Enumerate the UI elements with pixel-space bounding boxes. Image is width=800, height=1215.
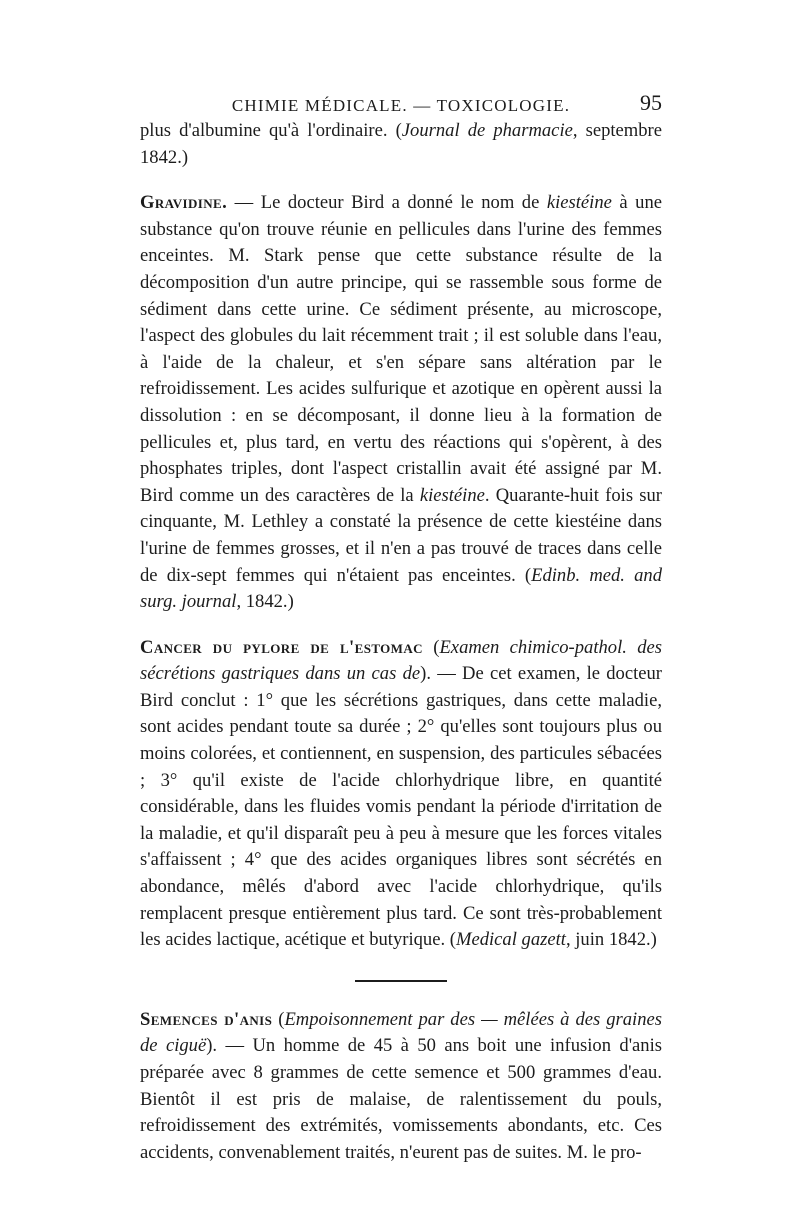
anis-subtitle: Empoisonnement par des — mêlées à des graines de ciguë [140, 1008, 663, 1057]
gravidine-date: , 1842.) [236, 591, 294, 613]
gravidine-paragraph [140, 190, 662, 616]
book-page [140, 88, 662, 1166]
section-divider [355, 980, 447, 982]
anis-body: Un homme de 45 à 50 ans boit une infusion d'anis préparée avec 8 grammes de cette semence et 500 grammes d'eau. Bientôt il est pris de malaise, de ralentissement du pouls, refroidissement des extrémités, vomissements abondants, etc. Ces accidents, convenablement traités, n'eurent pas de suites. M. le pro- [140, 1035, 663, 1163]
gravidine-term: kiestéine [546, 192, 612, 214]
page-number: 95 [640, 90, 662, 115]
cancer-body: De cet examen, le docteur Bird conclut : 1° que les sécrétions gastriques, dans cette maladie, sont acides pendant toute sa durée ; 2° qu'elles sont toujours plus ou moins colorées, et contiennent, en suspension, des particules sébacées ; 3° qu'il existe de l'acide chlorhydrique libre, en quantité considérable, dans les fluides vomis pendant la période d'irritation de la maladie, et qu'il disparaît peu à peu à mesure que les forces vitales s'affaissent ; 4° que des acides organiques libres sont sécrétés en abondance, mêlés d'abord avec l'acide chlorhydrique, qu'ils remplacent presque entièrement plus tard. Ce sont très-probablement les acides lactique, acétique et butyrique. ( [140, 663, 662, 951]
continuation-source: Journal de pharmacie [401, 120, 573, 141]
anis-paragraph [140, 1007, 662, 1167]
cancer-date: , juin 1842.) [565, 929, 657, 951]
gravidine-text-2: à une substance qu'on trouve réunie en pellicules dans l'urine des femmes enceintes. M. Stark pense que cette substance résulte de la décomposition d'un autre principe, qui se rassemble sous forme de sédiment dans cette urine. Ce sédiment présente, au microscope, l'aspect des globules du lait récemment trait ; il est soluble dans l'eau, à l'aide de la chaleur, et s'en sépare sans altération par le refroidissement. Les acides sulfurique et azotique en opèrent aussi la dissolution : en se décomposant, il donne lieu à la formation de pellicules et, plus tard, en vertu des réactions qui s'opèrent, à des phosphates triples, dont l'aspect cristallin avait été assigné par M. Bird comme un des caractères de la [140, 192, 662, 506]
continuation-date: , septembre 1842.) [140, 120, 662, 168]
cancer-subtitle-open: ( [422, 636, 440, 658]
cancer-source: Medical gazett [455, 929, 566, 951]
continuation-paragraph [140, 118, 662, 171]
anis-heading: Semences d'anis [140, 1008, 273, 1030]
gravidine-source: Edinb. med. and surg. journal [140, 564, 662, 613]
gravidine-heading: Gravidine. [140, 192, 228, 214]
gravidine-term-2: kiestéine [419, 484, 485, 506]
continuation-text: plus d'albumine qu'à l'ordinaire. ( [140, 120, 402, 141]
cancer-subtitle-close: ). — [420, 663, 463, 685]
running-header [140, 88, 662, 118]
cancer-heading: Cancer du pylore de l'estomac [140, 636, 423, 658]
gravidine-text-3: . Quarante-huit fois sur cinquante, M. Lethley a constaté la présence de cette kiestéine dans l'urine de femmes grosses, et il n'en a pas trouvé de traces dans celle de dix-sept femmes qui n'étaient pas enceintes. ( [140, 484, 662, 586]
gravidine-text-1: — Le docteur Bird a donné le nom de [227, 192, 547, 214]
running-title: CHIMIE MÉDICALE. — TOXICOLOGIE. [231, 96, 571, 115]
anis-subtitle-open: ( [272, 1008, 285, 1030]
anis-subtitle-close: ). — [206, 1035, 253, 1057]
cancer-paragraph [140, 635, 662, 954]
cancer-subtitle: Examen chimico-pathol. des sécrétions gastriques dans un cas de [140, 636, 663, 685]
